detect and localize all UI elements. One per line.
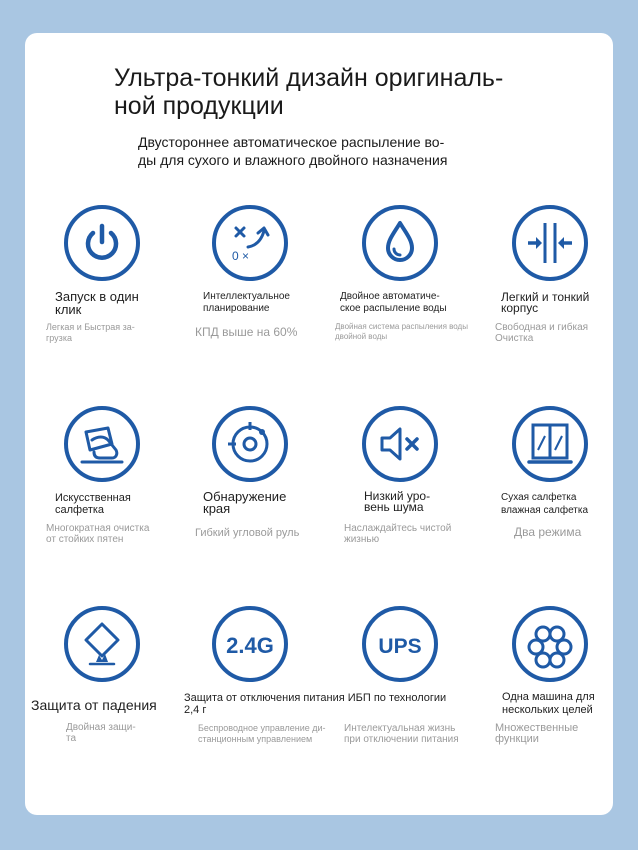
wipe-hand-icon	[64, 406, 140, 482]
feature-desc-7: Наслаждайтесь чистой жизнью	[344, 523, 452, 545]
feature-title-1: Запуск в один клик	[55, 289, 139, 317]
feature-title-5: Искусственная салфетка	[55, 492, 131, 516]
feature-title-6: Обнаружение края	[203, 489, 287, 516]
water-drop-icon	[362, 205, 438, 281]
feature-desc-12: Множественные функции	[495, 722, 579, 745]
feature-desc-2: КПД выше на 60%	[195, 325, 298, 339]
edge-detection-icon	[212, 406, 288, 482]
feature-desc-6: Гибкий угловой руль	[195, 527, 300, 539]
feature-desc-5: Многократная очистка от стойких пятен	[46, 523, 150, 545]
feature-title-3: Двойное автоматиче- ское распыление воды	[340, 291, 447, 314]
wireless-icon-text: 2.4G	[226, 633, 274, 658]
fall-protection-icon	[64, 606, 140, 682]
ups-icon	[362, 606, 438, 682]
wireless-24g-icon	[212, 606, 288, 682]
feature-desc-4: Свободная и гибкая Очистка	[495, 322, 589, 344]
feature-title-7: Низкий уро- вень шума	[364, 489, 431, 514]
page-title: Ультра-тонкий дизайн оригиналь- ной продукции	[114, 64, 504, 120]
feature-title-12: Одна машина для нескольких целей	[502, 691, 595, 716]
power-icon	[64, 205, 140, 281]
feature-title-4: Легкий и тонкий корпус	[501, 290, 590, 315]
slim-body-icon	[512, 205, 588, 281]
route-icon-text: 0 ×	[232, 249, 250, 263]
feature-desc-11: Интелектуальная жизнь при отключении питания	[344, 723, 459, 745]
multi-purpose-icon	[512, 606, 588, 682]
feature-desc-1: Легкая и Быстрая за- грузка	[46, 322, 135, 343]
window-icon	[512, 406, 588, 482]
feature-desc-9: Двойная защи- та	[66, 722, 136, 744]
feature-desc-8: Два режима	[514, 525, 582, 539]
page-subtitle: Двустороннее автоматическое распыление во- ды для сухого и влажного двойного назначения	[138, 134, 448, 168]
feature-desc-3: Двойная система распыления воды двойной воды	[335, 322, 468, 341]
route-planning-icon	[212, 205, 288, 281]
feature-title-2: Интеллектуальное планирование	[203, 291, 290, 314]
mute-speaker-icon	[362, 406, 438, 482]
feature-title-9: Защита от падения	[31, 697, 157, 713]
feature-desc-10: Беспроводное управление ди- станционным управлением	[198, 723, 326, 744]
feature-title-10: Защита от отключения питания ИБП по технологии 2,4 г	[184, 692, 447, 716]
feature-title-8: Сухая салфетка влажная салфетка	[501, 492, 589, 516]
ups-icon-text: UPS	[378, 635, 422, 658]
